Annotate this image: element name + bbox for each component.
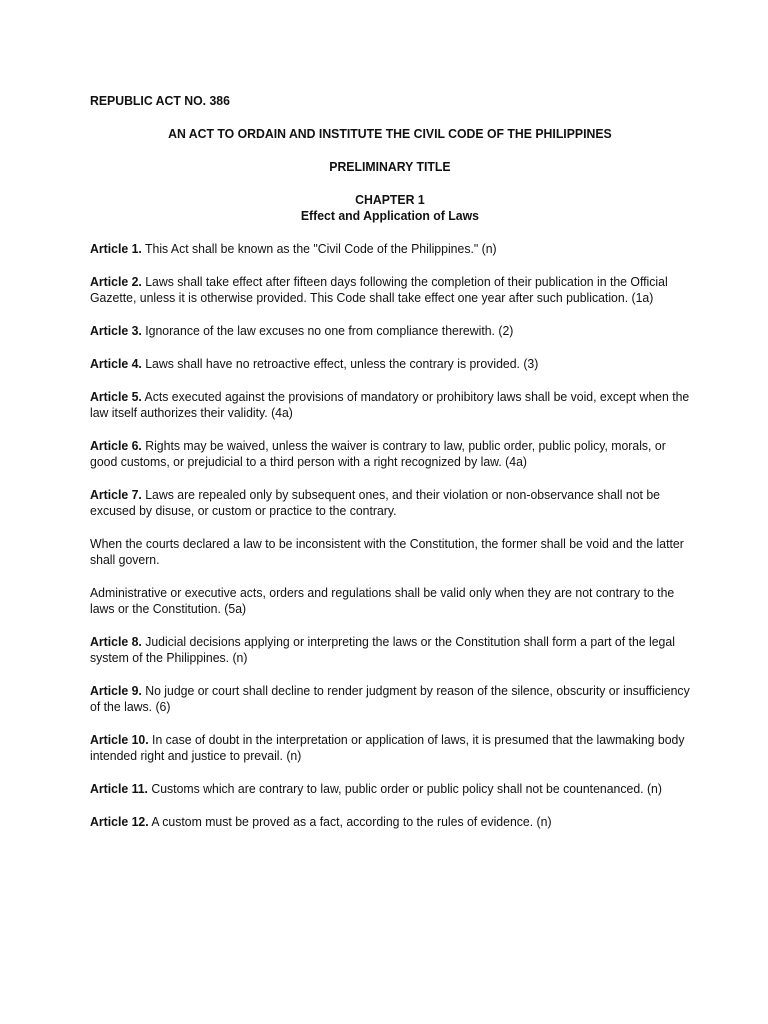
article-label: Article 5. <box>90 389 142 404</box>
article-text: No judge or court shall decline to render judgment by reason of the silence, obscurity or insufficiency of the laws. (6) <box>90 683 690 714</box>
article-text: A custom must be proved as a fact, according to the rules of evidence. (n) <box>148 814 552 829</box>
article-paragraph <box>90 634 690 666</box>
article-paragraph <box>90 356 690 372</box>
article-continuation-paragraph <box>90 585 690 617</box>
article-text: Administrative or executive acts, orders and regulations shall be valid only when they are not contrary to the laws or the Constitution. (5a) <box>90 585 675 616</box>
article-paragraph <box>90 732 690 764</box>
article-paragraph <box>90 781 690 797</box>
article-text: This Act shall be known as the "Civil Code of the Philippines." (n) <box>141 241 497 256</box>
article-paragraph <box>90 438 690 470</box>
article-text: Laws are repealed only by subsequent ones, and their violation or non-observance shall not be excused by disuse, or custom or practice to the contrary. <box>90 487 660 518</box>
article-text: Acts executed against the provisions of mandatory or prohibitory laws shall be void, except when the law itself authorizes their validity. (4a) <box>90 389 690 420</box>
article-label: Article 12. <box>90 814 149 829</box>
chapter-subtitle: Effect and Application of Laws <box>300 208 479 223</box>
article-paragraph <box>90 487 690 519</box>
article-label: Article 6. <box>90 438 142 453</box>
article-text: Rights may be waived, unless the waiver is contrary to law, public order, public policy, morals, or good customs, or prejudicial to a third person with a right recognized by law. (4a) <box>90 438 666 469</box>
article-text: Ignorance of the law excuses no one from compliance therewith. (2) <box>141 323 514 338</box>
article-text: When the courts declared a law to be inconsistent with the Constitution, the former shall be void and the latter shall govern. <box>90 536 684 567</box>
article-label: Article 8. <box>90 634 142 649</box>
chapter-heading: CHAPTER 1 <box>355 192 425 207</box>
article-label: Article 4. <box>90 356 142 371</box>
article-text: In case of doubt in the interpretation or application of laws, it is presumed that the lawmaking body intended right and justice to prevail. (n) <box>90 732 685 763</box>
article-paragraph <box>90 274 690 306</box>
preliminary-title: PRELIMINARY TITLE <box>329 159 451 174</box>
article-paragraph <box>90 241 690 257</box>
article-paragraph <box>90 683 690 715</box>
article-text: Laws shall take effect after fifteen days following the completion of their publication in the Official Gazette, unless it is otherwise provided. This Code shall take effect one year after such publication. (1a) <box>90 274 668 305</box>
act-title: AN ACT TO ORDAIN AND INSTITUTE THE CIVIL CODE OF THE PHILIPPINES <box>168 126 612 141</box>
article-paragraph <box>90 814 690 830</box>
article-continuation-paragraph <box>90 536 690 568</box>
article-label: Article 2. <box>90 274 142 289</box>
article-label: Article 11. <box>90 781 148 796</box>
article-paragraph <box>90 323 690 339</box>
document-page <box>90 93 690 847</box>
article-label: Article 3. <box>90 323 142 338</box>
article-label: Article 1. <box>90 241 142 256</box>
articles-list <box>90 241 690 830</box>
article-label: Article 7. <box>90 487 142 502</box>
article-text: Judicial decisions applying or interpreting the laws or the Constitution shall form a part of the legal system of the Philippines. (n) <box>90 634 675 665</box>
article-text: Laws shall have no retroactive effect, unless the contrary is provided. (3) <box>141 356 539 371</box>
article-text: Customs which are contrary to law, public order or public policy shall not be countenanced. (n) <box>147 781 662 796</box>
act-number: REPUBLIC ACT NO. 386 <box>90 93 230 108</box>
article-label: Article 10. <box>90 732 149 747</box>
article-label: Article 9. <box>90 683 142 698</box>
article-paragraph <box>90 389 690 421</box>
